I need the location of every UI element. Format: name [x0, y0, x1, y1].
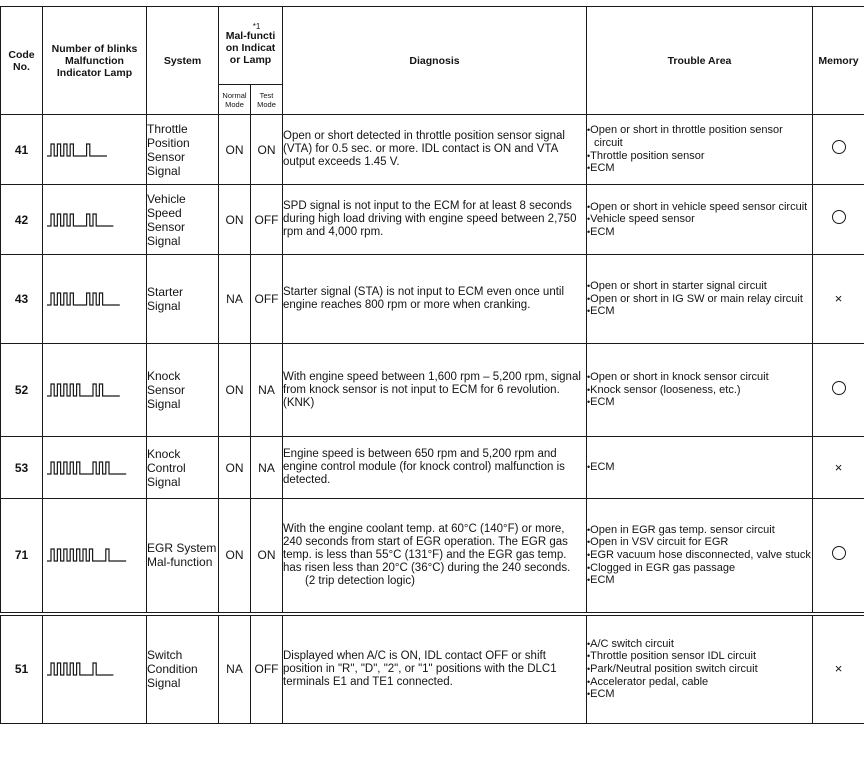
blink-cell [43, 614, 147, 724]
trouble-item: • Open or short in starter signal circuit [587, 280, 812, 293]
system-cell: Switch Condition Signal [147, 614, 219, 724]
table-row [1, 437, 864, 499]
test-mode-cell: OFF [251, 255, 283, 344]
memory-cross-icon: × [834, 661, 843, 677]
test-mode-cell: OFF [251, 185, 283, 255]
blink-waveform-icon [47, 208, 143, 232]
trouble-item: • Open or short in throttle position sensor circuit [587, 124, 812, 149]
memory-cross-icon: × [834, 459, 843, 475]
trouble-item: • ECM [587, 226, 812, 239]
memory-cell [813, 614, 864, 724]
diagnosis-cell [283, 344, 587, 437]
blink-cell [43, 185, 147, 255]
trouble-item: • Open in EGR gas temp. sensor circuit [587, 524, 812, 537]
diagnostic-code-table [0, 6, 864, 724]
diagnosis-text: Displayed when A/C is ON, IDL contact OFF or shift position in "R", "D", "2", or "1" positions with the DLC1 terminals E1 and TE1 connected. [283, 649, 557, 688]
table-row [1, 255, 864, 344]
system-cell: EGR System Mal-function [147, 499, 219, 614]
normal-mode-cell: ON [219, 344, 251, 437]
memory-circle-icon [832, 140, 846, 154]
trouble-area-cell [587, 499, 813, 614]
code-cell: 53 [1, 437, 43, 499]
trouble-item: • Throttle position sensor [587, 150, 812, 163]
test-mode-cell: ON [251, 115, 283, 185]
system-cell: Vehicle Speed Sensor Signal [147, 185, 219, 255]
normal-mode-cell: ON [219, 499, 251, 614]
trouble-item: • Clogged in EGR gas passage [587, 562, 812, 575]
trouble-item: • Open or short in IG SW or main relay circuit [587, 293, 812, 306]
blink-waveform-icon [47, 378, 143, 402]
system-cell: Knock Sensor Signal [147, 344, 219, 437]
trouble-area-cell [587, 115, 813, 185]
trouble-item: • EGR vacuum hose disconnected, valve stuck [587, 549, 812, 562]
normal-mode-cell: NA [219, 614, 251, 724]
blink-cell [43, 344, 147, 437]
table-row [1, 185, 864, 255]
trouble-item: • Open or short in knock sensor circuit [587, 371, 812, 384]
test-mode-cell: ON [251, 499, 283, 614]
code-cell: 43 [1, 255, 43, 344]
code-cell: 52 [1, 344, 43, 437]
header-mil [219, 7, 283, 85]
trouble-area-cell [587, 614, 813, 724]
trouble-item: • Throttle position sensor IDL circuit [587, 650, 812, 663]
diagnosis-cell [283, 115, 587, 185]
normal-mode-cell: ON [219, 115, 251, 185]
header-system: System [147, 7, 219, 115]
diagnosis-text: Engine speed is between 650 rpm and 5,200 rpm and engine control module (for knock control) malfunction is detected. [283, 448, 565, 486]
header-code: Code No. [1, 7, 43, 115]
system-cell: Starter Signal [147, 255, 219, 344]
trouble-area-cell [587, 255, 813, 344]
table-row [1, 614, 864, 724]
test-mode-cell: OFF [251, 614, 283, 724]
blink-cell [43, 499, 147, 614]
memory-circle-icon [832, 210, 846, 224]
code-cell: 41 [1, 115, 43, 185]
header-trouble-area: Trouble Area [587, 7, 813, 115]
table-body [1, 115, 864, 724]
trouble-item: • Park/Neutral position switch circuit [587, 663, 812, 676]
diagnosis-cell [283, 614, 587, 724]
trouble-item: • Open in VSV circuit for EGR [587, 536, 812, 549]
blink-cell [43, 115, 147, 185]
memory-circle-icon [832, 546, 846, 560]
memory-circle-icon [832, 381, 846, 395]
trouble-item: • Accelerator pedal, cable [587, 676, 812, 689]
blink-waveform-icon [47, 543, 143, 567]
header-diagnosis: Diagnosis [283, 7, 587, 115]
diagnosis-cell [283, 185, 587, 255]
diagnosis-cell [283, 255, 587, 344]
memory-cell [813, 255, 864, 344]
trouble-item: • ECM [587, 162, 812, 175]
trouble-item: • ECM [587, 574, 812, 587]
code-cell: 51 [1, 614, 43, 724]
trouble-area-cell [587, 185, 813, 255]
diagnosis-text: Starter signal (STA) is not input to ECM even once until engine reaches 800 rpm or more when cranking. [283, 286, 565, 311]
trouble-item: • Vehicle speed sensor [587, 213, 812, 226]
trouble-item: • ECM [587, 305, 812, 318]
blink-cell [43, 437, 147, 499]
trouble-item: • ECM [587, 396, 812, 409]
memory-cell [813, 344, 864, 437]
trouble-item: • Knock sensor (looseness, etc.) [587, 384, 812, 397]
code-cell: 42 [1, 185, 43, 255]
blink-waveform-icon [47, 287, 143, 311]
trouble-area-cell [587, 437, 813, 499]
blink-waveform-icon [47, 138, 143, 162]
normal-mode-cell: ON [219, 185, 251, 255]
test-mode-cell: NA [251, 437, 283, 499]
header-mil-label: Mal-function Indicator Lamp [225, 29, 276, 66]
memory-cell [813, 437, 864, 499]
header-test-mode: Test Mode [251, 85, 283, 115]
blink-waveform-icon [47, 456, 143, 480]
blink-cell [43, 255, 147, 344]
test-mode-cell: NA [251, 344, 283, 437]
system-cell: Throttle Position Sensor Signal [147, 115, 219, 185]
diagnosis-note: (2 trip detection logic) [305, 574, 415, 587]
header-mil-note: *1 [252, 21, 261, 31]
normal-mode-cell: NA [219, 255, 251, 344]
trouble-item: • ECM [587, 688, 812, 701]
trouble-item: • A/C switch circuit [587, 638, 812, 651]
diagnosis-cell [283, 437, 587, 499]
diagnosis-text: With engine speed between 1,600 rpm – 5,200 rpm, signal from knock sensor is not input to ECM for 6 revolution. (KNK) [283, 370, 581, 409]
memory-cell [813, 185, 864, 255]
diagnosis-text: Open or short detected in throttle position sensor signal (VTA) for 0.5 sec. or more. IDL contact is ON and VTA output exceeds 1.45 V. [283, 130, 565, 168]
memory-cross-icon: × [834, 291, 843, 306]
normal-mode-cell: ON [219, 437, 251, 499]
memory-cell [813, 115, 864, 185]
trouble-item: • Open or short in vehicle speed sensor circuit [587, 201, 812, 214]
diagnosis-text: SPD signal is not input to the ECM for at least 8 seconds during high load driving with engine speed between 2,750 rpm and 4,000 rpm. [283, 200, 577, 238]
table-row [1, 344, 864, 437]
blink-waveform-icon [47, 657, 143, 681]
table-row [1, 115, 864, 185]
table-row [1, 499, 864, 614]
diagnosis-cell [283, 499, 587, 614]
trouble-item: • ECM [587, 461, 812, 474]
code-cell: 71 [1, 499, 43, 614]
system-cell: Knock Control Signal [147, 437, 219, 499]
memory-cell [813, 499, 864, 614]
diagnosis-text: With the engine coolant temp. at 60°C (140°F) or more, 240 seconds from start of EGR operation. The EGR gas temp. is less than 55°C (131°F) and the EGR gas temp. has risen less than 20°C (36°C) during the 240 seconds. [283, 522, 571, 574]
header-memory: Memory [813, 7, 864, 115]
header-blinks: Number of blinks Malfunction Indicator Lamp [43, 7, 147, 115]
header-normal-mode: Normal Mode [219, 85, 251, 115]
trouble-area-cell [587, 344, 813, 437]
